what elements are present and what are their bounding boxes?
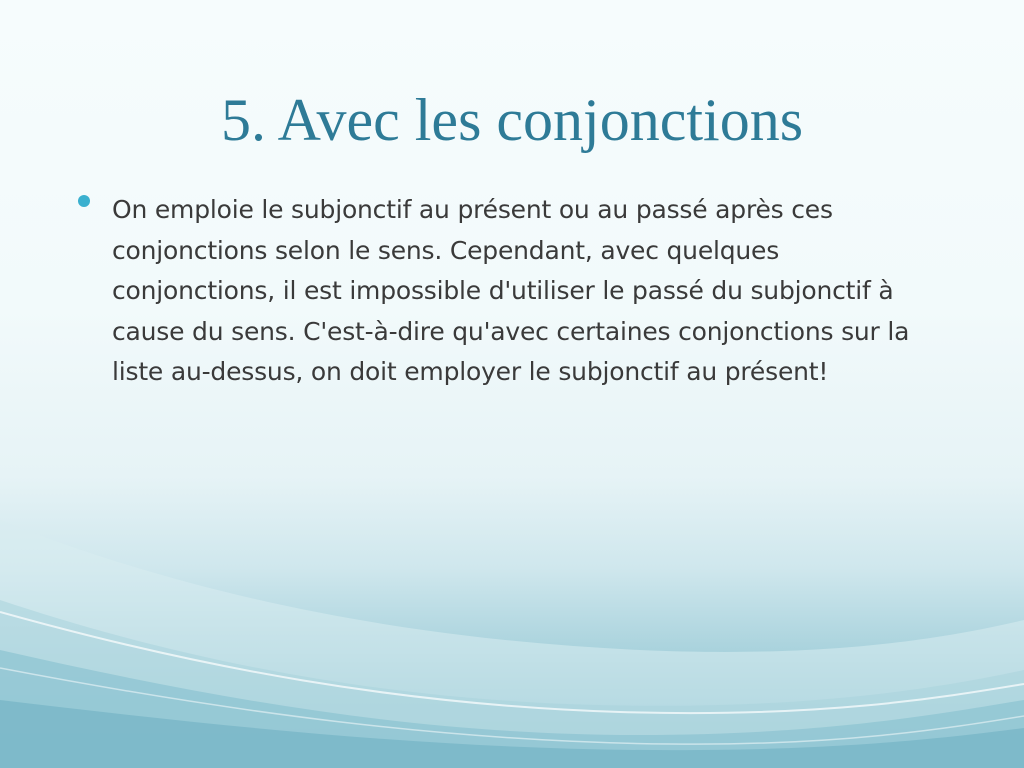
bullet-text: On emploie le subjonctif au présent ou au passé après ces conjonctions selon le sens. Cependant, avec quelques conjonctions, il est impossible d'utiliser le passé du subjonctif à cause du sens. C'est-à-dire qu'avec certaines conjonctions sur la liste au-dessus, on doit employer le subjonctif au présent!	[112, 195, 910, 386]
bullet-dot-icon	[78, 195, 90, 207]
slide-body	[76, 190, 936, 393]
slide-title: 5. Avec les conjonctions	[220, 87, 804, 153]
bullet-item	[76, 190, 936, 393]
